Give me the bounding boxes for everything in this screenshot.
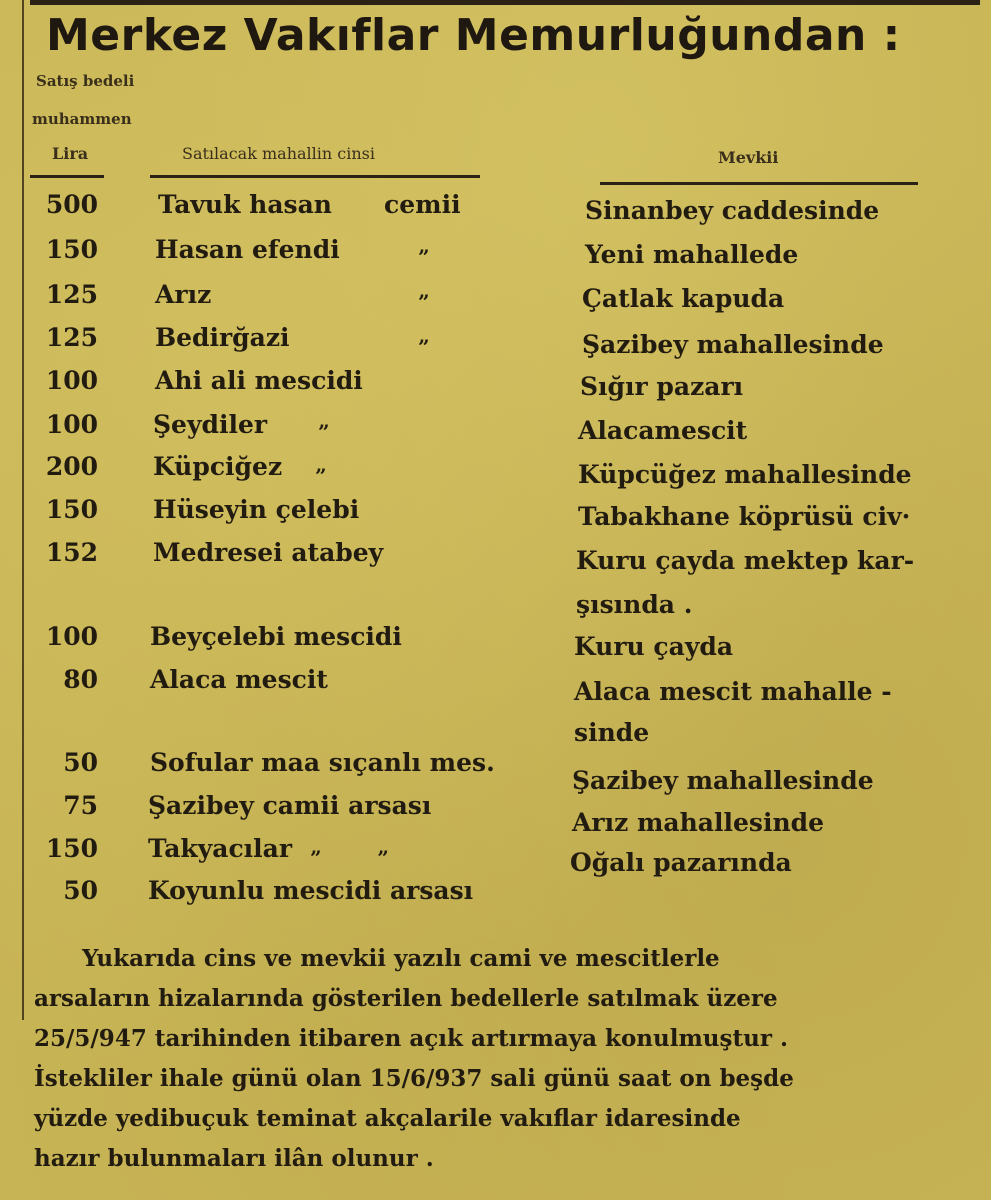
paragraph-line: hazır bulunmaları ilân olunur .	[34, 1145, 434, 1172]
row-location: Sığır pazarı	[580, 372, 744, 401]
row-location-cont: şısında .	[576, 590, 693, 619]
row-location: Alacamescit	[578, 416, 748, 445]
row-ditto: ”	[315, 464, 327, 488]
row-location-cont: sinde	[574, 718, 650, 747]
header-name: Satılacak mahallin cinsi	[182, 144, 375, 163]
row-location: Şazibey mahallesinde	[572, 766, 874, 795]
paragraph-line: İstekliler ihale günü olan 15/6/937 sali günü saat on beşde	[34, 1065, 794, 1092]
row-location: Arız mahallesinde	[572, 808, 825, 837]
row-ditto: ”	[418, 245, 430, 269]
row-location: Çatlak kapuda	[582, 284, 785, 313]
row-ditto: ”	[418, 290, 430, 314]
header-price-line2: muhammen	[32, 110, 132, 128]
row-name: Sofular maa sıçanlı mes.	[150, 748, 495, 777]
row-name: Şeydiler	[153, 410, 268, 439]
row-price: 100	[45, 366, 98, 395]
row-name: Beyçelebi mescidi	[150, 622, 402, 651]
top-rule	[30, 0, 980, 5]
header-location: Mevkii	[718, 148, 779, 167]
row-price: 150	[45, 495, 98, 524]
row-price: 80	[63, 665, 98, 694]
row-name: Arız	[155, 280, 212, 309]
row-price: 100	[45, 622, 98, 651]
row-name: Küpciğez	[153, 452, 283, 481]
row-price: 125	[45, 280, 98, 309]
row-name: Hasan efendi	[155, 235, 340, 264]
row-price: 50	[63, 748, 98, 777]
paragraph-line: 25/5/947 tarihinden itibaren açık artırmaya konulmuştur .	[34, 1025, 788, 1052]
row-location: Alaca mescit mahalle -	[574, 677, 892, 706]
row-name: Bedirğazi	[155, 323, 290, 352]
page-title: Merkez Vakıflar Memurluğundan :	[46, 10, 901, 61]
paragraph-line: arsaların hizalarında gösterilen bedellerle satılmak üzere	[34, 985, 778, 1012]
row-name: Hüseyin çelebi	[153, 495, 360, 524]
row-name: Alaca mescit	[150, 665, 328, 694]
row-location: Sinanbey caddesinde	[585, 196, 880, 225]
header-price-label: Lira	[52, 144, 89, 163]
row-price: 152	[45, 538, 98, 567]
row-price: 150	[45, 235, 98, 264]
row-location: Yeni mahallede	[585, 240, 799, 269]
row-location: Tabakhane köprüsü civ·	[578, 502, 911, 531]
row-price: 200	[45, 452, 98, 481]
header-underline-location	[600, 182, 918, 185]
row-location: Şazibey mahallesinde	[582, 330, 884, 359]
paragraph-line: Yukarıda cins ve mevkii yazılı cami ve mescitlerle	[82, 945, 720, 972]
row-name: Ahi ali mescidi	[155, 366, 363, 395]
row-ditto: ”	[318, 420, 330, 444]
row-price: 75	[63, 791, 98, 820]
header-underline-name	[150, 175, 480, 178]
row-location: Oğalı pazarında	[570, 848, 792, 877]
row-name: Medresei atabey	[153, 538, 384, 567]
row-ditto: cemii	[384, 190, 461, 219]
row-price: 125	[45, 323, 98, 352]
row-ditto: ”	[418, 335, 430, 359]
row-name: Takyacılar	[148, 834, 293, 863]
row-name: Tavuk hasan	[158, 190, 332, 219]
paragraph-line: yüzde yedibuçuk teminat akçalarile vakıflar idaresinde	[34, 1105, 741, 1132]
header-underline-price	[30, 175, 104, 178]
left-column-rule	[22, 0, 24, 1020]
row-location: Kuru çayda	[574, 632, 734, 661]
header-price-line1: Satış bedeli	[36, 72, 135, 90]
row-location: Küpcüğez mahallesinde	[578, 460, 912, 489]
row-price: 100	[45, 410, 98, 439]
row-price: 150	[45, 834, 98, 863]
row-ditto: ” ”	[310, 846, 389, 870]
row-name: Şazibey camii arsası	[148, 791, 432, 820]
row-price: 50	[63, 876, 98, 905]
row-name: Koyunlu mescidi arsası	[148, 876, 474, 905]
row-price: 500	[45, 190, 98, 219]
row-location: Kuru çayda mektep kar-	[576, 546, 915, 575]
